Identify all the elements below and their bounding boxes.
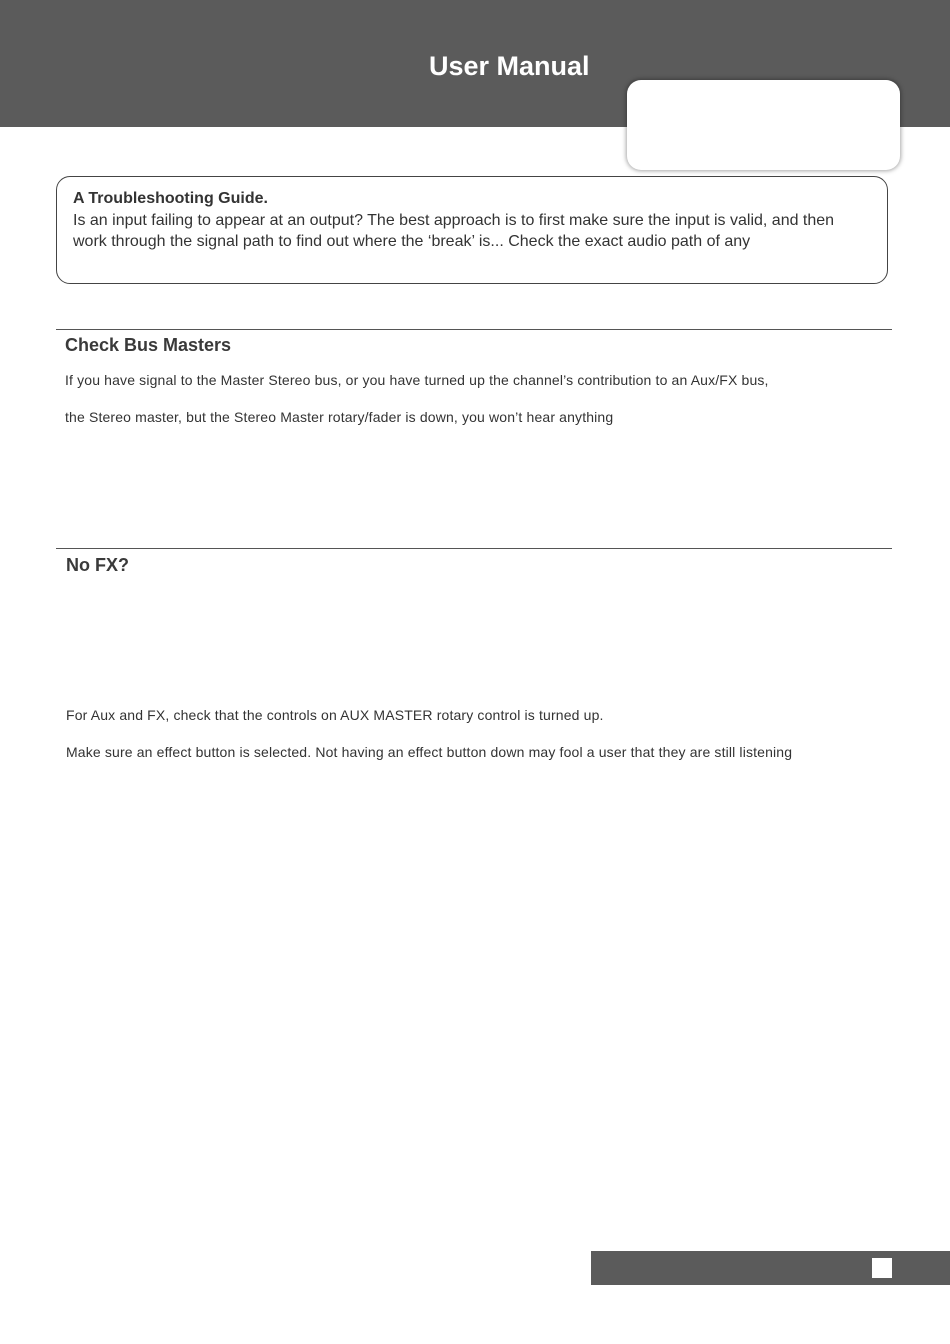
paragraph-line: If you have signal to the Master Stereo bus, or you have turned up the channel’s contribution to an Aux/FX bus, [65, 372, 769, 388]
paragraph-line: Make sure an effect button is selected. Not having an effect button down may fool a user that they are still listening [66, 744, 793, 760]
section-divider [56, 548, 892, 549]
page-title: User Manual [429, 51, 590, 81]
footer-bar [591, 1251, 950, 1285]
header-tab-card [627, 80, 900, 170]
section-heading-no-fx: No FX? [66, 555, 129, 575]
section-heading-bus-masters: Check Bus Masters [65, 335, 232, 355]
paragraph-line: For Aux and FX, check that the controls on AUX MASTER rotary control is turned up. [66, 707, 604, 723]
paragraph-line: the Stereo master, but the Stereo Master rotary/fader is down, you won’t hear anything [65, 409, 614, 425]
page-number-box [872, 1258, 892, 1278]
troubleshooting-guide-box [56, 176, 888, 284]
guide-body: Is an input failing to appear at an output? The best approach is to first make sure the input is valid, and then work through the signal path to find out where the ‘break’ is... Check the exact audio path of any [73, 212, 835, 250]
section-divider [56, 329, 892, 330]
guide-title: A Troubleshooting Guide. [73, 190, 268, 207]
